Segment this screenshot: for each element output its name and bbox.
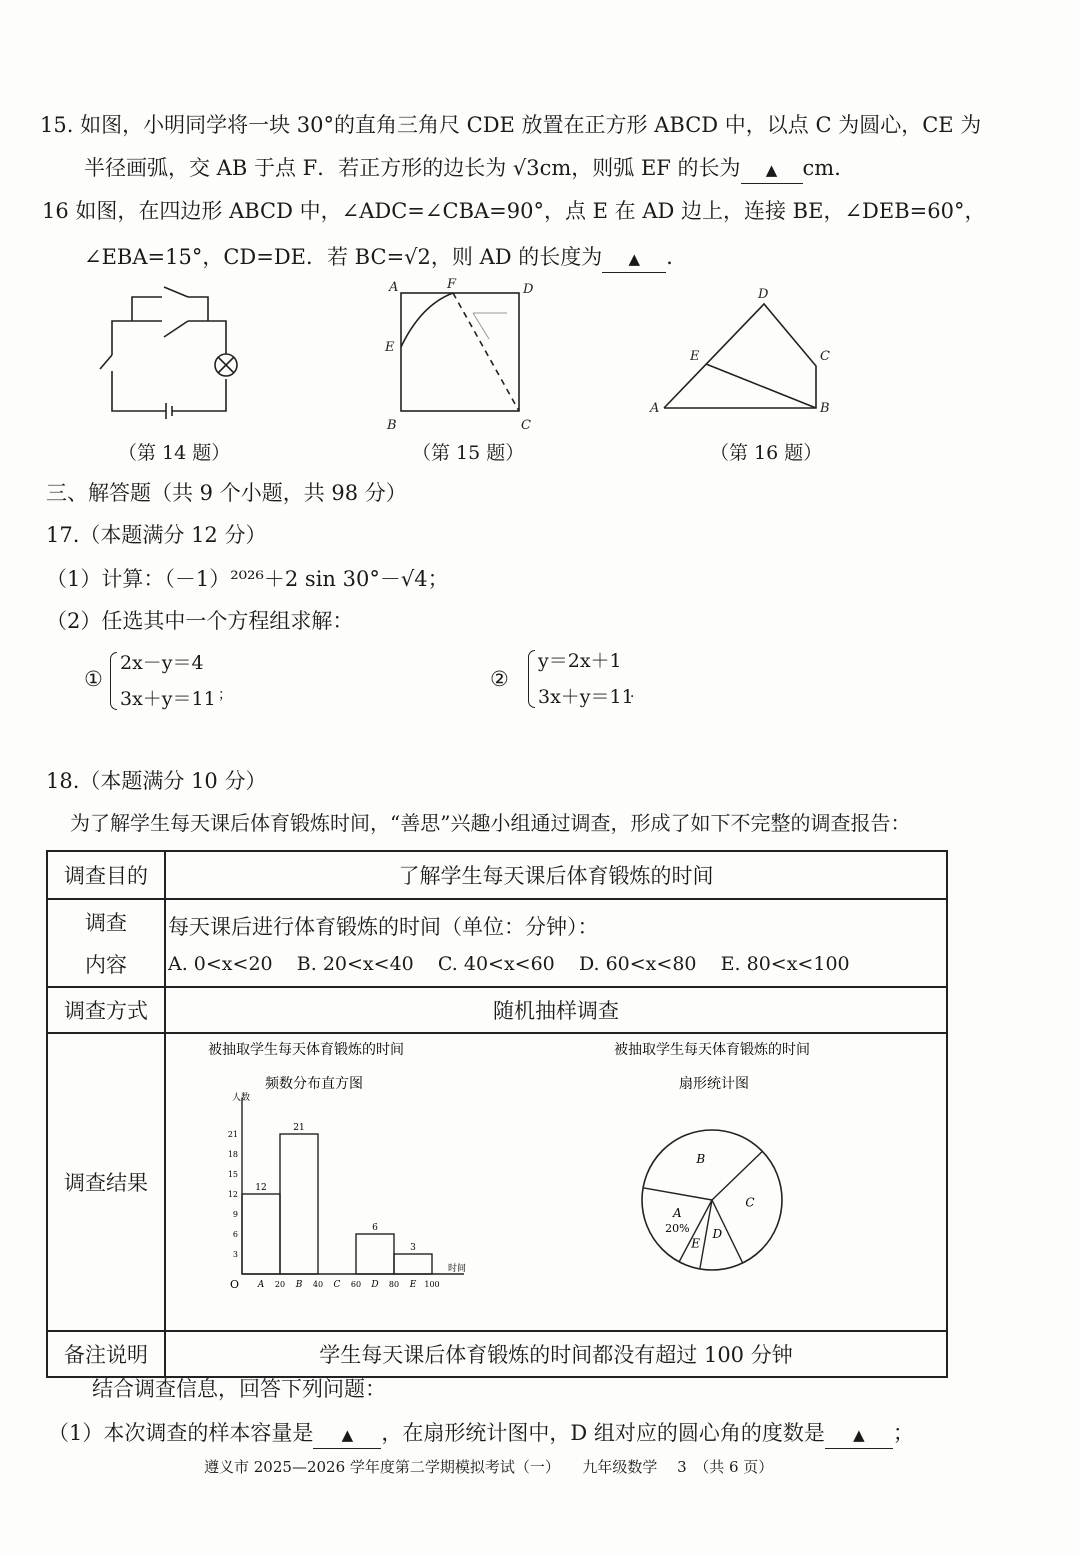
q17-part2: （2）任选其中一个方程组求解： xyxy=(46,609,354,633)
hist-y-tick: 9 xyxy=(232,1210,238,1219)
hist-bar-label: 12 xyxy=(255,1183,267,1193)
result-label: 调查结果 xyxy=(47,1033,165,1331)
q16-line1: 16 如图，在四边形 ABCD 中，∠ADC=∠CBA=90°，点 E 在 AD 边上，连接 BE，∠DEB=60°， xyxy=(42,199,986,223)
table-row-method xyxy=(47,987,947,1033)
content-label xyxy=(47,899,165,987)
hist-category-label: E xyxy=(409,1280,417,1290)
answer-triangle-icon: ▲ xyxy=(765,161,778,179)
system1-eq2: 3x＋y＝11 xyxy=(120,688,216,710)
hist-x-tick: 60 xyxy=(350,1280,362,1289)
q18-heading: 18.（本题满分 10 分） xyxy=(46,769,267,793)
content-options xyxy=(168,953,946,975)
sample-size-blank[interactable] xyxy=(313,1420,381,1449)
f15-label-c: C xyxy=(521,418,531,433)
hist-bar xyxy=(280,1134,318,1274)
pie-label: E xyxy=(691,1236,700,1251)
q16-text: ∠EBA=15°，CD=DE．若 BC=√2，则 AD 的长度为 xyxy=(84,245,603,269)
option-a: A. 0<x<20 xyxy=(168,953,273,975)
hist-bar-label: 21 xyxy=(293,1123,305,1133)
f15-label-d: D xyxy=(523,282,534,297)
pie-label: B xyxy=(696,1152,706,1167)
table-row-results xyxy=(47,1033,947,1331)
result-charts xyxy=(165,1033,947,1331)
answer-triangle-icon: ▲ xyxy=(853,1426,865,1444)
q18-instruction: 结合调查信息，回答下列问题： xyxy=(92,1377,386,1401)
q15-line2 xyxy=(84,155,855,184)
survey-charts-svg xyxy=(166,1034,946,1330)
note-label: 备注说明 xyxy=(47,1331,165,1377)
option-e: E. 80<x<100 xyxy=(720,953,850,975)
system2-eq2: 3x＋y＝11 xyxy=(538,686,634,708)
pie-label: A xyxy=(673,1205,682,1220)
hist-category-label: C xyxy=(333,1280,341,1290)
q15-unit: cm． xyxy=(802,156,856,180)
pie-title: 被抽取学生每天体育锻炼的时间 xyxy=(614,1042,810,1058)
f16-label-b: B xyxy=(820,401,830,416)
table-row-note xyxy=(47,1331,947,1377)
hist-y-tick: 6 xyxy=(232,1230,238,1239)
content-label-line2: 内容 xyxy=(85,953,127,977)
system2-brace xyxy=(528,650,535,708)
figure-14-circuit xyxy=(80,275,250,425)
q17-heading: 17.（本题满分 12 分） xyxy=(46,523,267,547)
hist-bar-label: 6 xyxy=(372,1223,378,1233)
pie-slice-c xyxy=(712,1151,762,1200)
hist-y-tick: 15 xyxy=(227,1170,238,1179)
content-label-line1: 调查 xyxy=(85,911,127,935)
figure-16-quadrilateral xyxy=(640,280,840,425)
f16-label-d: D xyxy=(758,287,769,302)
page-footer: 遵义市 2025—2026 学年度第二学期模拟考试（一） 九年级数学 3 （共 6 页） xyxy=(204,1458,774,1476)
q16-end: ． xyxy=(666,245,688,269)
system1-eq1: 2x－y＝4 xyxy=(120,652,204,674)
hist-category-label: A xyxy=(257,1280,265,1290)
hist-category-label: D xyxy=(371,1280,379,1290)
hist-bar xyxy=(394,1254,432,1274)
pie-label: C xyxy=(745,1195,755,1210)
q16-line2 xyxy=(84,244,687,273)
f16-label-a: A xyxy=(650,401,660,416)
system1-end: ； xyxy=(218,687,232,703)
q18-part1-end: ； xyxy=(892,1421,914,1445)
table-row-purpose xyxy=(47,851,947,899)
system2-mark: ② xyxy=(490,667,509,691)
hist-y-tick: 12 xyxy=(227,1190,238,1199)
caption-fig16: （第 16 题） xyxy=(710,442,823,464)
hist-subtitle: 频数分布直方图 xyxy=(265,1076,363,1092)
hist-x-tick: 100 xyxy=(424,1280,440,1289)
q18-intro: 为了解学生每天课后体育锻炼时间，“善思”兴趣小组通过调查，形成了如下不完整的调查报告： xyxy=(70,811,911,835)
table-row-content xyxy=(47,899,947,987)
q18-part1-text: （1）本次调查的样本容量是 xyxy=(48,1421,314,1445)
section-3-heading: 三、解答题（共 9 个小题，共 98 分） xyxy=(46,481,407,505)
survey-report-table xyxy=(46,850,948,1378)
q15-text: 半径画弧，交 AB 于点 F．若正方形的边长为 √3cm，则弧 EF 的长为 xyxy=(84,156,741,180)
caption-fig14: （第 14 题） xyxy=(118,442,231,464)
hist-category-label: B xyxy=(295,1280,303,1290)
answer-triangle-icon: ▲ xyxy=(341,1426,354,1444)
answer-triangle-icon: ▲ xyxy=(628,250,641,268)
system2-eq1: y＝2x＋1 xyxy=(538,650,622,672)
f15-label-e: E xyxy=(385,340,395,355)
hist-y-tick: 18 xyxy=(227,1150,238,1159)
hist-origin-label: O xyxy=(230,1278,240,1291)
pie-label: D xyxy=(712,1227,723,1242)
content-value xyxy=(165,899,947,987)
hist-bar xyxy=(356,1234,394,1274)
purpose-label: 调查目的 xyxy=(47,851,165,899)
histogram xyxy=(228,1091,466,1291)
pie-subtitle: 扇形统计图 xyxy=(679,1076,749,1092)
system1-mark: ① xyxy=(84,667,103,691)
hist-y-tick: 21 xyxy=(227,1130,238,1139)
f15-label-a: A xyxy=(389,280,399,295)
f15-label-b: B xyxy=(387,418,397,433)
figure-15-square xyxy=(375,275,550,435)
hist-x-axis-label: 时间 xyxy=(448,1264,467,1274)
method-label: 调查方式 xyxy=(47,987,165,1033)
hist-bar-label: 3 xyxy=(410,1243,416,1253)
option-c: C. 40<x<60 xyxy=(437,953,555,975)
option-b: B. 20<x<40 xyxy=(296,953,414,975)
hist-y-tick: 3 xyxy=(232,1250,238,1259)
system1-brace xyxy=(110,652,117,710)
note-value: 学生每天课后体育锻炼的时间都没有超过 100 分钟 xyxy=(165,1331,947,1377)
hist-x-tick: 80 xyxy=(388,1280,400,1289)
hist-title: 被抽取学生每天体育锻炼的时间 xyxy=(208,1042,404,1058)
hist-bar xyxy=(242,1194,280,1274)
q18-part1-mid: ，在扇形统计图中，D 组对应的圆心角的度数是 xyxy=(381,1421,825,1445)
angle-blank[interactable] xyxy=(825,1420,893,1449)
caption-fig15: （第 15 题） xyxy=(412,442,525,464)
pie-percent-label: 20% xyxy=(665,1221,690,1235)
hist-y-axis-label: 人数 xyxy=(232,1093,251,1103)
pie-chart xyxy=(642,1130,782,1270)
q15-line1: 15. 如图，小明同学将一块 30°的直角三角尺 CDE 放置在正方形 ABCD 中，以点 C 为圆心，CE 为 xyxy=(40,113,982,137)
hist-x-tick: 20 xyxy=(274,1280,286,1289)
f15-label-f: F xyxy=(447,277,457,292)
purpose-value: 了解学生每天课后体育锻炼的时间 xyxy=(165,851,947,899)
pie-slice-b xyxy=(643,1188,712,1200)
content-description: 每天课后进行体育锻炼的时间（单位：分钟）： xyxy=(168,915,599,939)
hist-x-tick: 40 xyxy=(312,1280,324,1289)
q16-answer-blank[interactable] xyxy=(602,244,666,273)
q15-answer-blank[interactable] xyxy=(741,155,803,184)
option-d: D. 60<x<80 xyxy=(578,953,697,975)
system2-end: ． xyxy=(630,685,644,701)
q17-part1: （1）计算：（－1）²⁰²⁶＋2 sin 30°－√4； xyxy=(46,567,449,591)
method-value: 随机抽样调查 xyxy=(165,987,947,1033)
f16-label-c: C xyxy=(820,349,830,364)
q18-part1 xyxy=(48,1420,914,1449)
f16-label-e: E xyxy=(690,349,700,364)
